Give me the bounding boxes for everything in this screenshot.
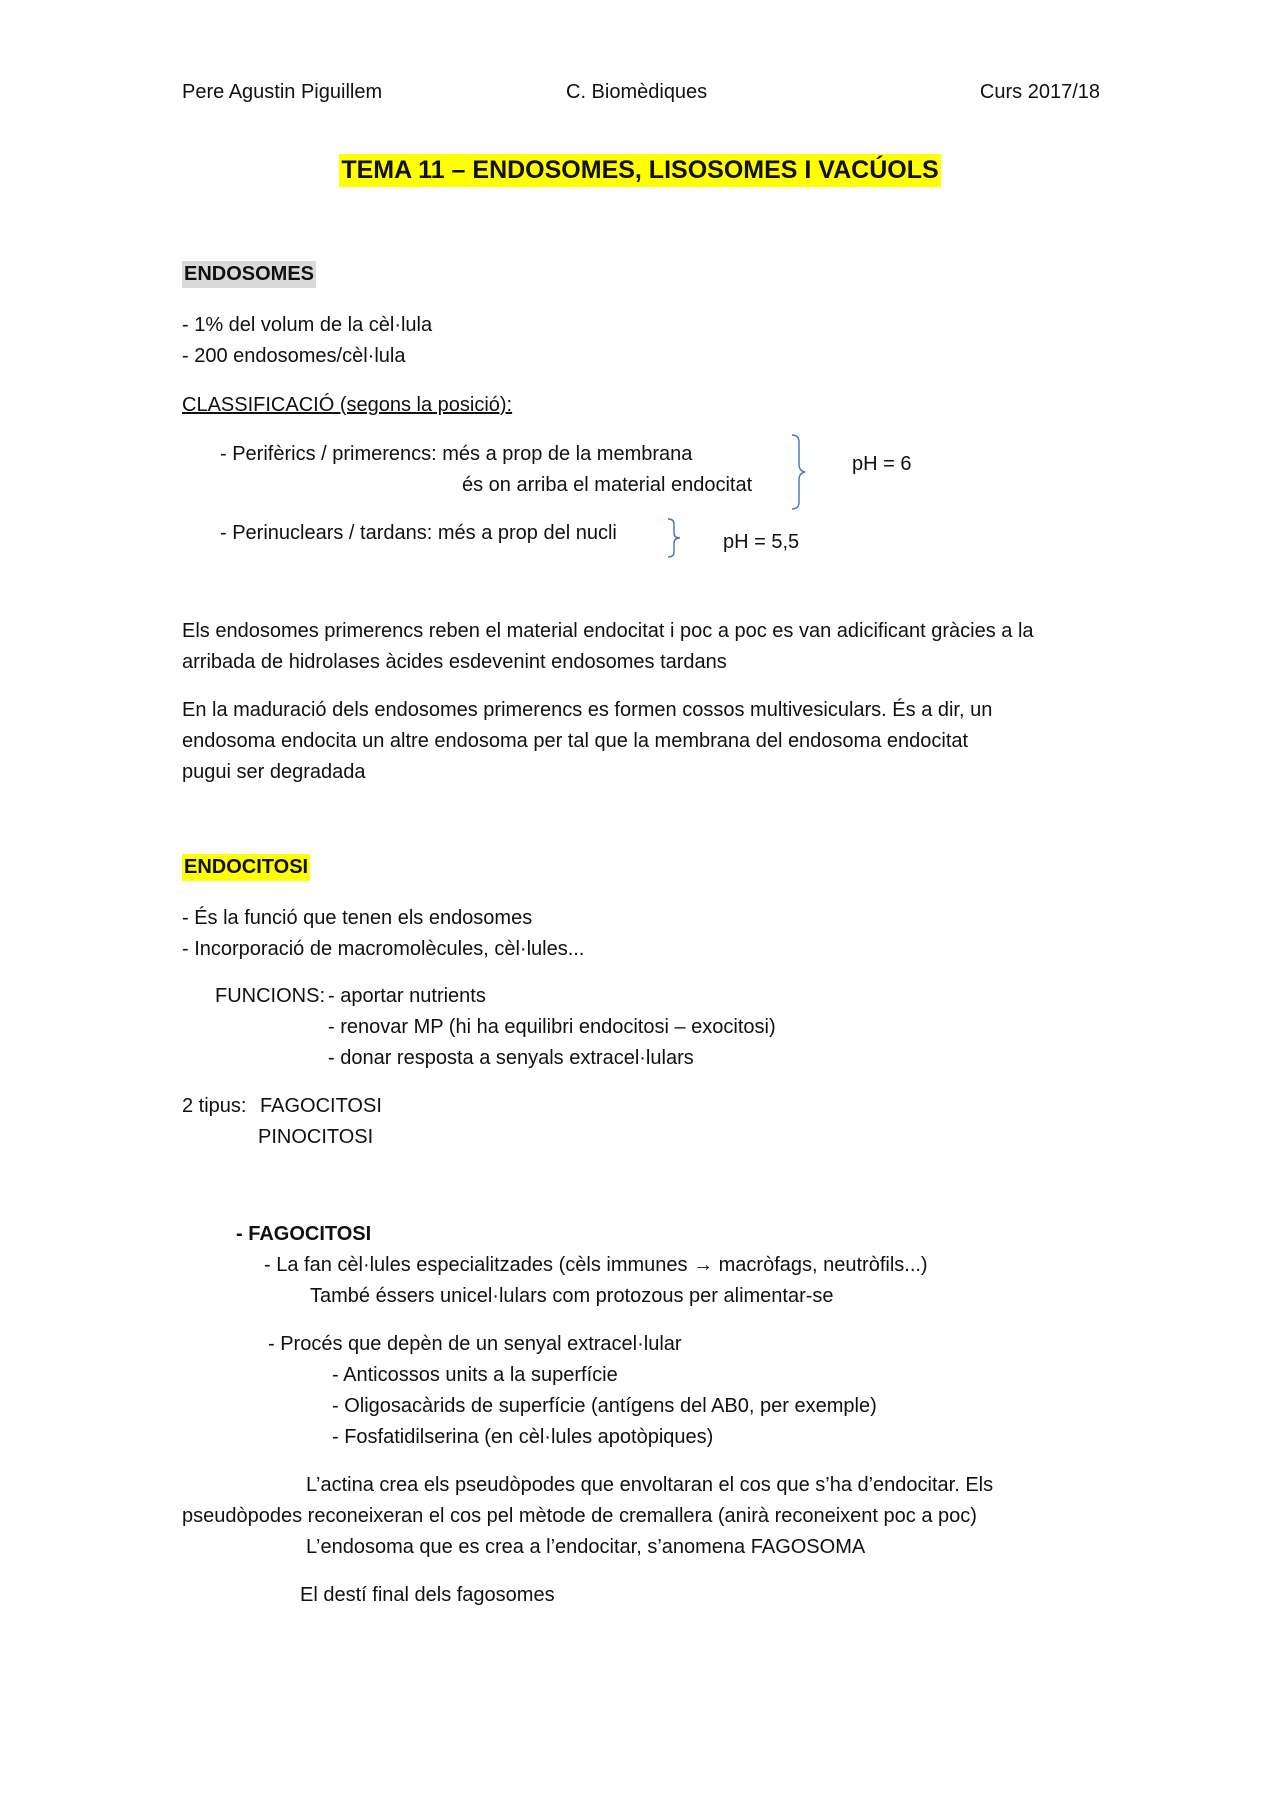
endocitosi-bullet-2: - Incorporació de macromolècules, cèl·lules... (182, 938, 585, 960)
perinuclear-ph: pH = 5,5 (723, 531, 800, 553)
section-heading-endosomes (182, 264, 316, 284)
endocitosi-heading-text: ENDOCITOSI (182, 854, 310, 881)
funcions-label: FUNCIONS: (215, 985, 325, 1007)
fagosomes-final-line: El destí final dels fagosomes (300, 1584, 555, 1606)
fagocitosi-line-2: També éssers unicel·lulars com protozous per alimentar-se (310, 1285, 834, 1307)
fagocitosi-paragraph-line-3: L’endosoma que es crea a l’endocitar, s’anomena FAGOSOMA (306, 1536, 866, 1558)
peripheral-line-2: és on arriba el material endocitat (462, 474, 753, 496)
page-title: TEMA 11 – ENDOSOMES, LISOSOMES I VACÚOLS (339, 154, 940, 187)
fagocitosi-line-1: - La fan cèl·lules especialitzades (cèls immunes → macròfags, neutròfils...) (264, 1254, 928, 1276)
tipus-item-1: FAGOCITOSI (260, 1095, 382, 1117)
paragraph-1-line-1: Els endosomes primerencs reben el material endocitat i poc a poc es van adicificant gràcies a la (182, 620, 1034, 642)
signal-item-2: - Oligosacàrids de superfície (antígens del AB0, per exemple) (332, 1395, 877, 1417)
fagocitosi-line-3: - Procés que depèn de un senyal extracel·lular (268, 1333, 682, 1355)
classification-heading: CLASSIFICACIÓ (segons la posició): (182, 394, 513, 416)
funcions-item-3: - donar resposta a senyals extracel·lulars (328, 1047, 694, 1069)
funcions-item-2: - renovar MP (hi ha equilibri endocitosi – exocitosi) (328, 1016, 776, 1038)
peripheral-line-1: - Perifèrics / primerencs: més a prop de la membrana (220, 443, 693, 465)
title-row (0, 158, 1280, 183)
endosomes-bullet-1: - 1% del volum de la cèl·lula (182, 314, 433, 336)
tipus-label: 2 tipus: (182, 1095, 247, 1117)
fagocitosi-paragraph-line-1: L’actina crea els pseudòpodes que envoltaran el cos que s’ha d’endocitar. Els (306, 1474, 994, 1496)
endosomes-heading-text: ENDOSOMES (182, 261, 316, 288)
perinuclear-line: - Perinuclears / tardans: més a prop del nucli (220, 522, 617, 544)
header-course: Curs 2017/18 (979, 81, 1100, 103)
funcions-item-1: - aportar nutrients (328, 985, 486, 1007)
signal-item-1: - Anticossos units a la superfície (332, 1364, 618, 1386)
peripheral-ph: pH = 6 (852, 453, 912, 475)
paragraph-2-line-1: En la maduració dels endosomes primerencs es formen cossos multivesiculars. És a dir, un (182, 699, 993, 721)
endocitosi-bullet-1: - És la funció que tenen els endosomes (182, 907, 533, 929)
tipus-item-2: PINOCITOSI (258, 1126, 374, 1148)
perinuclear-brace-icon (666, 518, 686, 558)
endosomes-bullet-2: - 200 endosomes/cèl·lula (182, 345, 406, 367)
fagocitosi-heading: - FAGOCITOSI (236, 1223, 372, 1245)
paragraph-2-line-2: endosoma endocita un altre endosoma per tal que la membrana del endosoma endocitat (182, 730, 969, 752)
paragraph-1-line-2: arribada de hidrolases àcides esdevenint endosomes tardans (182, 651, 727, 673)
header-subject: C. Biomèdiques (566, 81, 708, 103)
header-author: Pere Agustin Piguillem (182, 81, 383, 103)
peripheral-brace-icon (790, 434, 810, 510)
signal-item-3: - Fosfatidilserina (en cèl·lules apotòpiques) (332, 1426, 714, 1448)
fagocitosi-paragraph-line-2: pseudòpodes reconeixeran el cos pel mètode de cremallera (anirà reconeixent poc a poc) (182, 1505, 977, 1527)
paragraph-2-line-3: pugui ser degradada (182, 761, 366, 783)
section-heading-endocitosi (182, 857, 310, 877)
